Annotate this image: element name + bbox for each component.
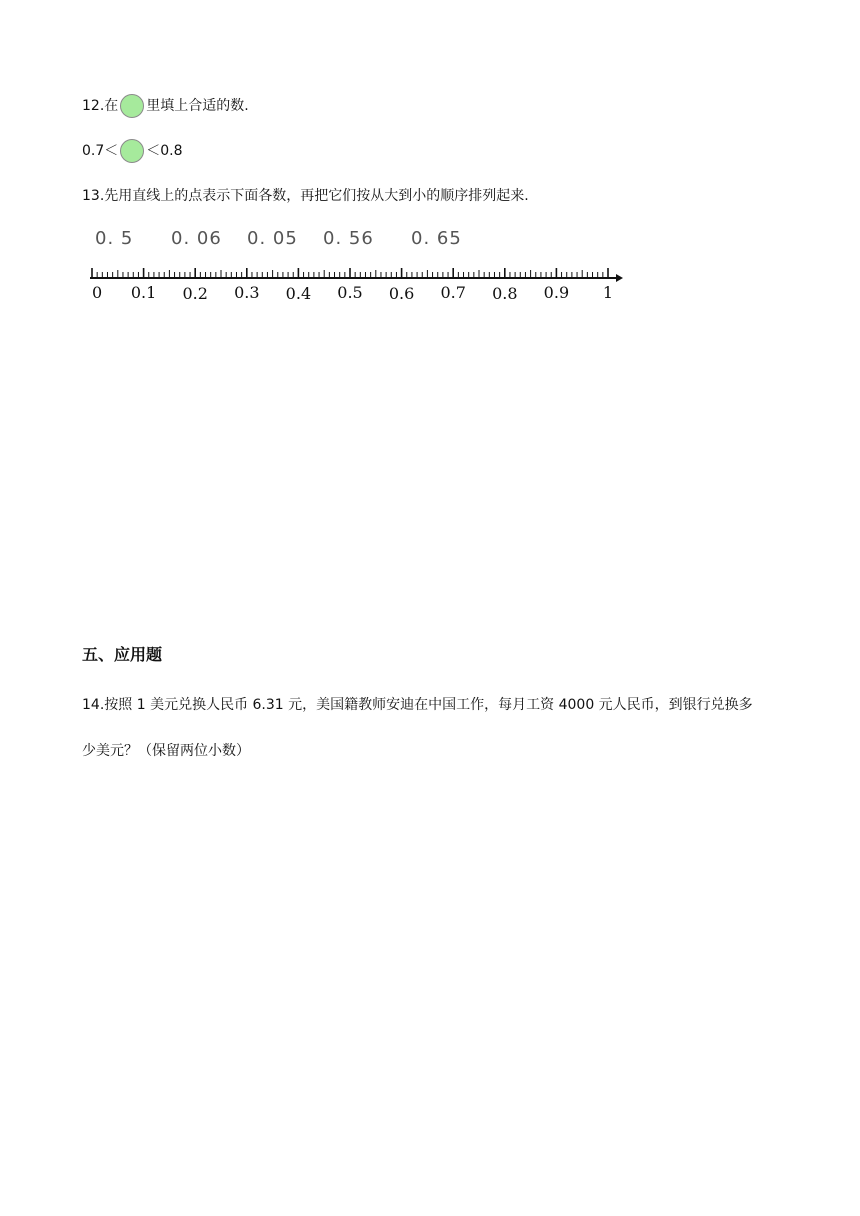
number-item: 0. 5 (95, 228, 134, 249)
section-title: 五、应用题 (82, 645, 163, 664)
number-line-tick-label: 0.7 (440, 283, 466, 302)
number-line-tick-label: 0.3 (234, 283, 260, 302)
number-line-labels (92, 283, 613, 303)
q12-line (82, 94, 249, 118)
answer-circle-2[interactable] (120, 139, 144, 163)
number-line-tick-label: 0.1 (130, 283, 157, 302)
q14-line2: 少美元？（保留两位小数） (82, 743, 250, 759)
number-line-tick-label: 0.9 (543, 283, 570, 302)
number-item: 0. 65 (411, 228, 462, 249)
q14-line1: 14.按照 1 美元兑换人民币 6.31 元，美国籍教师安迪在中国工作，每月工资 4000 元人民币，到银行兑换多 (82, 697, 753, 713)
q12-suffix: 里填上合适的数. (146, 98, 249, 114)
number-item: 0. 56 (323, 228, 374, 249)
inequality-left: 0.7＜ (82, 143, 119, 159)
number-line-tick-label: 0.8 (492, 284, 518, 303)
number-line-tick-label: 0.4 (285, 284, 312, 303)
number-line-ticks (92, 268, 608, 278)
inequality-right: ＜0.8 (146, 143, 183, 159)
number-line-tick-label: 0 (92, 283, 103, 302)
q12-inequality (82, 139, 183, 163)
number-line-tick-label: 0.2 (182, 284, 208, 303)
number-item: 0. 06 (171, 228, 222, 249)
number-line-tick-label: 0.5 (337, 283, 363, 302)
number-line-tick-label: 0.6 (388, 284, 415, 303)
q13-text: 13.先用直线上的点表示下面各数，再把它们按从大到小的顺序排列起来. (82, 188, 529, 204)
number-line-tick-label: 1 (602, 283, 614, 302)
q12-prefix: 12.在 (82, 98, 119, 114)
number-item: 0. 05 (247, 228, 298, 249)
answer-circle-1[interactable] (120, 94, 144, 118)
number-line-arrow (616, 274, 623, 282)
number-line (86, 264, 626, 310)
